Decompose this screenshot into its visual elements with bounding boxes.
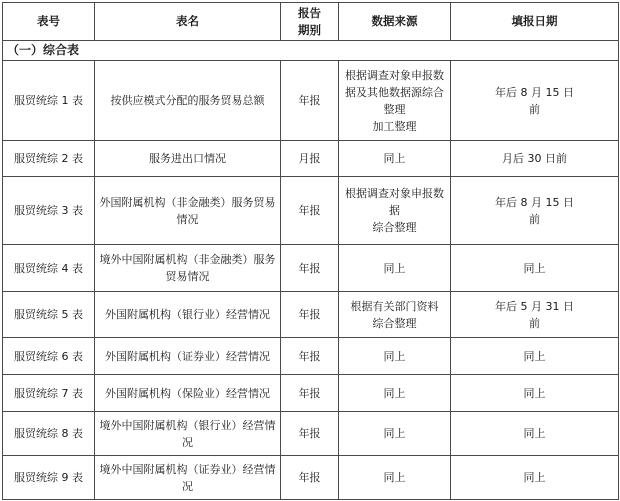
row-source: 同上 [339,141,451,177]
table-row [3,61,619,141]
header-source: 数据来源 [339,3,451,41]
row-period: 年报 [281,375,339,412]
table-row [3,245,619,292]
row-source: 根据调查对象申报数 据及其他数据源综合 整理 加工整理 [339,61,451,141]
row-date: 同上 [451,375,619,412]
row-date: 月后 30 日前 [451,141,619,177]
row-code: 服贸统综 6 表 [3,338,95,375]
section-title: （一）综合表 [3,41,619,61]
row-period: 年报 [281,245,339,292]
row-name: 外国附属机构（保险业）经营情况 [95,375,281,412]
row-source: 同上 [339,375,451,412]
row-name: 境外中国附属机构（银行业）经营情 况 [95,412,281,456]
row-name: 境外中国附属机构（非金融类）服务 贸易情况 [95,245,281,292]
row-code: 服贸统综 5 表 [3,292,95,338]
row-period: 年报 [281,292,339,338]
row-code: 服贸统综 4 表 [3,245,95,292]
row-date: 年后 8 月 15 日 前 [451,177,619,245]
row-name: 外国附属机构（银行业）经营情况 [95,292,281,338]
row-code: 服贸统综 9 表 [3,456,95,500]
row-name: 按供应模式分配的服务贸易总额 [95,61,281,141]
header-code: 表号 [3,3,95,41]
row-date: 同上 [451,456,619,500]
table-row [3,456,619,500]
row-period: 年报 [281,412,339,456]
row-date: 同上 [451,245,619,292]
table-row [3,412,619,456]
row-code: 服贸统综 1 表 [3,61,95,141]
row-name: 服务进出口情况 [95,141,281,177]
row-name: 外国附属机构（非金融类）服务贸易 情况 [95,177,281,245]
row-period: 年报 [281,456,339,500]
row-period: 月报 [281,141,339,177]
row-date: 年后 8 月 15 日 前 [451,61,619,141]
row-period: 年报 [281,338,339,375]
row-source: 同上 [339,338,451,375]
header-period: 报告 期别 [281,3,339,41]
report-table [2,2,619,500]
row-date: 同上 [451,412,619,456]
row-code: 服贸统综 7 表 [3,375,95,412]
row-period: 年报 [281,177,339,245]
table-row [3,338,619,375]
row-source: 同上 [339,412,451,456]
row-code: 服贸统综 2 表 [3,141,95,177]
row-date: 年后 5 月 31 日 前 [451,292,619,338]
header-row [3,3,619,41]
table-row [3,375,619,412]
row-code: 服贸统综 8 表 [3,412,95,456]
section-row [3,41,619,61]
row-source: 同上 [339,456,451,500]
row-name: 外国附属机构（证券业）经营情况 [95,338,281,375]
header-date: 填报日期 [451,3,619,41]
table-row [3,177,619,245]
table-row [3,141,619,177]
row-source: 根据调查对象申报数 据 综合整理 [339,177,451,245]
table-row [3,292,619,338]
row-source: 同上 [339,245,451,292]
header-name: 表名 [95,3,281,41]
row-date: 同上 [451,338,619,375]
row-period: 年报 [281,61,339,141]
row-source: 根据有关部门资料 综合整理 [339,292,451,338]
row-name: 境外中国附属机构（证券业）经营情 况 [95,456,281,500]
row-code: 服贸统综 3 表 [3,177,95,245]
